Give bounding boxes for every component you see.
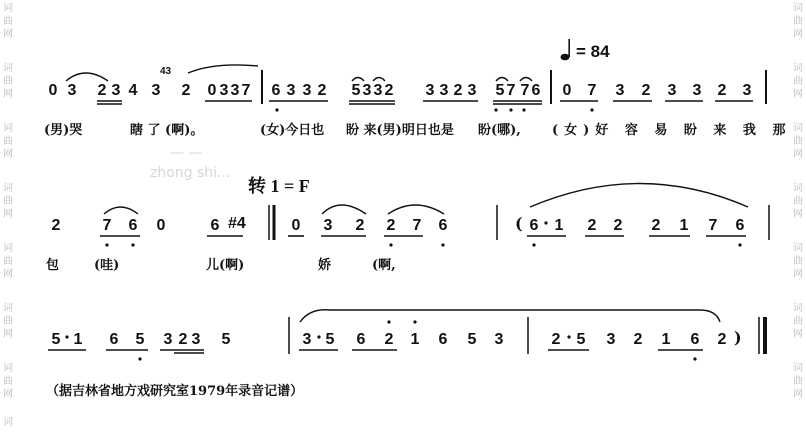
- note: 1: [554, 217, 564, 234]
- note: 2: [453, 82, 463, 99]
- watermark-char: 网: [793, 269, 803, 280]
- note: 6: [438, 217, 448, 234]
- note: 6: [128, 217, 138, 234]
- watermark-char: 曲: [793, 196, 803, 207]
- note: 3: [111, 82, 121, 99]
- watermark-char: 网: [793, 29, 803, 40]
- note: 5: [467, 331, 477, 348]
- note: 3: [302, 82, 312, 99]
- note: 3: [302, 331, 312, 348]
- note: 5: [51, 331, 61, 348]
- beam-underlines-row3: [48, 350, 703, 353]
- note: 3: [606, 331, 616, 348]
- lyric: (啊,: [372, 258, 396, 273]
- watermark-char: 词: [793, 243, 803, 254]
- note: 2: [641, 82, 651, 99]
- watermark-char: 曲: [793, 316, 803, 327]
- note: 6: [531, 82, 541, 99]
- watermark-char: 词: [3, 63, 13, 74]
- key-change-marking: 转 1 = F: [248, 176, 310, 196]
- watermark-char: 词: [793, 3, 803, 14]
- note: 7: [520, 82, 530, 99]
- note: 2: [181, 82, 191, 99]
- faint-ghost-text: zhong shi...: [150, 165, 231, 181]
- watermark-char: 曲: [793, 376, 803, 387]
- note: 2: [551, 331, 561, 348]
- watermark-char: 网: [3, 389, 13, 400]
- note: 7: [587, 82, 597, 99]
- note: 0: [207, 82, 217, 99]
- tempo-marking: = 84: [576, 42, 610, 61]
- note: 6: [109, 331, 119, 348]
- grace-note: 43: [160, 66, 172, 77]
- watermark-char: 曲: [3, 76, 13, 87]
- note: 2: [384, 331, 394, 348]
- watermark-char: 曲: [3, 196, 13, 207]
- slurs-row1: [66, 65, 532, 81]
- watermark-char: 词: [3, 303, 13, 314]
- note: 2: [384, 82, 394, 99]
- note: 3: [373, 82, 383, 99]
- watermark-char: 词: [3, 123, 13, 134]
- note: 7: [506, 82, 516, 99]
- lyric: (女)好 容 易 盼 来 我 那: [552, 123, 792, 138]
- note: 6: [690, 331, 700, 348]
- note: 6: [529, 217, 539, 234]
- beam-underlines-row1: [97, 101, 753, 104]
- watermark-char: 词: [3, 3, 13, 14]
- lyric: 娇: [318, 258, 332, 273]
- watermark-char: 词: [793, 123, 803, 134]
- note: 6: [735, 217, 745, 234]
- watermark-char: 网: [793, 389, 803, 400]
- note: 3: [286, 82, 296, 99]
- note: 2: [651, 217, 661, 234]
- watermark-char: 词: [793, 63, 803, 74]
- watermark-char: 网: [793, 209, 803, 220]
- note: 5: [221, 331, 231, 348]
- note: 3: [439, 82, 449, 99]
- note: 2: [178, 331, 188, 348]
- note: 3: [742, 82, 752, 99]
- source-note: （据吉林省地方戏研究室1979年录音记谱）: [46, 384, 304, 399]
- watermark-char: 网: [3, 149, 13, 160]
- note: 2: [587, 217, 597, 234]
- note: 7: [102, 217, 112, 234]
- note: 5: [351, 82, 361, 99]
- note: 7: [412, 217, 422, 234]
- slurs-row2: [104, 184, 748, 215]
- octave-dots-row2: [105, 221, 741, 246]
- lyric: 盼 来(男)明日也是: [346, 123, 454, 138]
- close-paren: ): [734, 328, 742, 347]
- note: 3: [219, 82, 229, 99]
- note: 3: [494, 331, 504, 348]
- watermark-char: 曲: [3, 376, 13, 387]
- watermark-char: 词: [793, 363, 803, 374]
- watermark-char: 曲: [793, 76, 803, 87]
- open-paren: (: [515, 214, 523, 233]
- note: 0: [562, 82, 572, 99]
- watermark-char: 网: [793, 329, 803, 340]
- note: 7: [241, 82, 251, 99]
- note: 2: [355, 217, 365, 234]
- watermark-char: 词: [3, 183, 13, 194]
- lyric: (男)哭: [44, 123, 83, 138]
- note: 6: [210, 217, 220, 234]
- watermark-char: 曲: [793, 256, 803, 267]
- watermark-char: 词: [3, 417, 13, 428]
- note: 0: [291, 217, 301, 234]
- note: 2: [317, 82, 327, 99]
- watermark-char: 曲: [3, 16, 13, 27]
- faint-ghost-text: — —: [170, 145, 203, 161]
- lyric: (女)今日也: [260, 123, 325, 138]
- note: 5: [495, 82, 505, 99]
- lyric: 包: [46, 258, 60, 273]
- note: 2: [633, 331, 643, 348]
- note: 5: [135, 331, 145, 348]
- note: #4: [228, 215, 246, 232]
- watermark-char: 词: [793, 303, 803, 314]
- lyric: (哇): [94, 258, 120, 273]
- lyric: 盼(哪),: [478, 123, 521, 138]
- note: 3: [163, 331, 173, 348]
- note: 1: [410, 331, 420, 348]
- note: 3: [323, 217, 333, 234]
- note: 2: [717, 331, 727, 348]
- note: 3: [67, 82, 77, 99]
- watermark-char: 网: [793, 89, 803, 100]
- octave-dots-row1: [275, 108, 593, 111]
- watermark-char: 网: [3, 269, 13, 280]
- note: 3: [615, 82, 625, 99]
- note: 3: [151, 82, 161, 99]
- note: 5: [576, 331, 586, 348]
- watermark-char: 曲: [3, 256, 13, 267]
- note: 3: [692, 82, 702, 99]
- watermark-char: 网: [3, 209, 13, 220]
- note: 3: [230, 82, 240, 99]
- note: 4: [128, 82, 138, 99]
- octave-dots-row3: [65, 320, 696, 360]
- note: 6: [438, 331, 448, 348]
- note: 0: [156, 217, 166, 234]
- lyric: 儿(啊): [206, 258, 245, 273]
- watermark-char: 词: [3, 363, 13, 374]
- watermark-char: 曲: [3, 136, 13, 147]
- note: 2: [386, 217, 396, 234]
- note: 3: [667, 82, 677, 99]
- note: 3: [425, 82, 435, 99]
- phrase-slur-row3: [300, 310, 720, 322]
- watermark-char: 曲: [3, 316, 13, 327]
- note: 1: [661, 331, 671, 348]
- note: 5: [325, 331, 335, 348]
- lyric: 瞎 了 (啊)。: [130, 123, 204, 138]
- watermark-char: 网: [3, 329, 13, 340]
- note: 6: [356, 331, 366, 348]
- watermark-char: 词: [793, 183, 803, 194]
- watermark-char: 词: [3, 243, 13, 254]
- note: 3: [467, 82, 477, 99]
- note: 2: [51, 217, 61, 234]
- watermark-char: 网: [3, 29, 13, 40]
- watermark-char: 曲: [793, 16, 803, 27]
- watermark-char: 网: [793, 149, 803, 160]
- note: 3: [362, 82, 372, 99]
- note: 7: [708, 217, 718, 234]
- note: 2: [613, 217, 623, 234]
- note: 2: [97, 82, 107, 99]
- watermark-char: 网: [3, 89, 13, 100]
- note: 0: [48, 82, 58, 99]
- note: 1: [73, 331, 83, 348]
- note: 2: [717, 82, 727, 99]
- note: 3: [191, 331, 201, 348]
- note: 1: [679, 217, 689, 234]
- watermark-char: 曲: [793, 136, 803, 147]
- note: 6: [271, 82, 281, 99]
